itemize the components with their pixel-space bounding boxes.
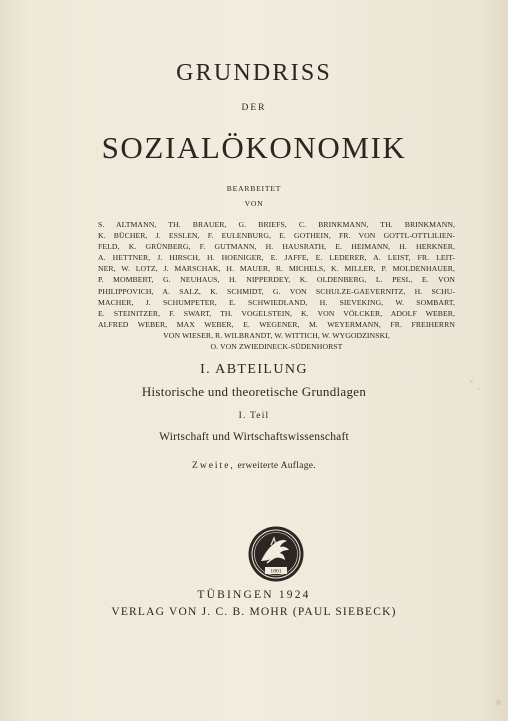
seal-year: 1801: [270, 568, 282, 575]
abteilung-heading: I. ABTEILUNG: [200, 362, 308, 377]
publisher-line: VERLAG VON J. C. B. MOHR (PAUL SIEBECK): [111, 606, 397, 618]
author-line: S. ALTMANN, TH. BRAUER, G. BRIEFS, C. BRINKMANN, TH. BRINKMANN,: [98, 220, 455, 229]
author-line: PHILIPPOVICH, A. SALZ, K. SCHMIDT, G. VON SCHULZE-GAEVERNITZ, H. SCHU-: [98, 286, 455, 296]
author-line: VON WIESER, R. WILBRANDT, W. WITTICH, W. WYGODZINSKI,: [163, 330, 390, 340]
teil-heading: I. Teil: [238, 411, 270, 421]
title-grundriss: GRUNDRISS: [176, 60, 332, 86]
abteilung-title: Historische und theoretische Grundlagen: [141, 384, 367, 399]
edition-rest: erweiterte Auflage.: [234, 461, 316, 471]
edition-spaced: Zweite,: [192, 461, 235, 471]
title-sozialoekonomik: SOZIALÖKONOMIK: [101, 130, 407, 165]
place-year: TÜBINGEN 1924: [197, 589, 311, 601]
bearbeitet-label: BEARBEITET: [226, 184, 282, 193]
author-line: ALFRED WEBER, MAX WEBER, E. WEGENER, M. WEYERMANN, FR. FREIHERRN: [98, 319, 455, 329]
paper-speck: [496, 700, 501, 705]
von-label: VON: [244, 199, 264, 208]
author-line: E. STEINITZER, F. SWART, TH. VOGELSTEIN, K. VON VÖLCKER, ADOLF WEBER,: [98, 308, 455, 318]
author-line: K. BÜCHER, J. ESSLEN, F. EULENBURG, E. GOTHEIN, FR. VON GOTTL-OTTLILIEN-: [98, 231, 455, 241]
teil-title: Wirtschaft und Wirtschaftswissenschaft: [159, 431, 349, 443]
paper-speck: [470, 380, 473, 383]
author-line: P. MOMBERT, G. NEUHAUS, H. NIPPERDEY, K. OLDENBERG, L. PESL, E. VON: [98, 275, 455, 285]
publisher-seal-icon: [247, 525, 305, 583]
author-line: O. VON ZWIEDINECK-SÜDENHORST: [210, 342, 343, 352]
title-der: DER: [241, 103, 267, 113]
author-line: MACHER, J. SCHUMPETER, E. SCHWIEDLAND, H. SIEVEKING, W. SOMBART,: [98, 297, 455, 307]
author-line: NER, W. LOTZ, J. MARSCHAK, H. MAUER, R. MICHELS, K. MILLER, P. MOLDENHAUER,: [98, 264, 455, 274]
author-list: [98, 219, 455, 352]
edition-note: [0, 461, 508, 471]
author-line: FELD, K. GRÜNBERG, F. GUTMANN, H. HAUSRATH, E. HEIMANN, H. HERKNER,: [98, 242, 455, 252]
author-line: A. HETTNER, J. HIRSCH, H. HOENIGER, E. JAFFE, E. LEDERER, A. LEIST, FR. LEIT-: [98, 253, 455, 263]
